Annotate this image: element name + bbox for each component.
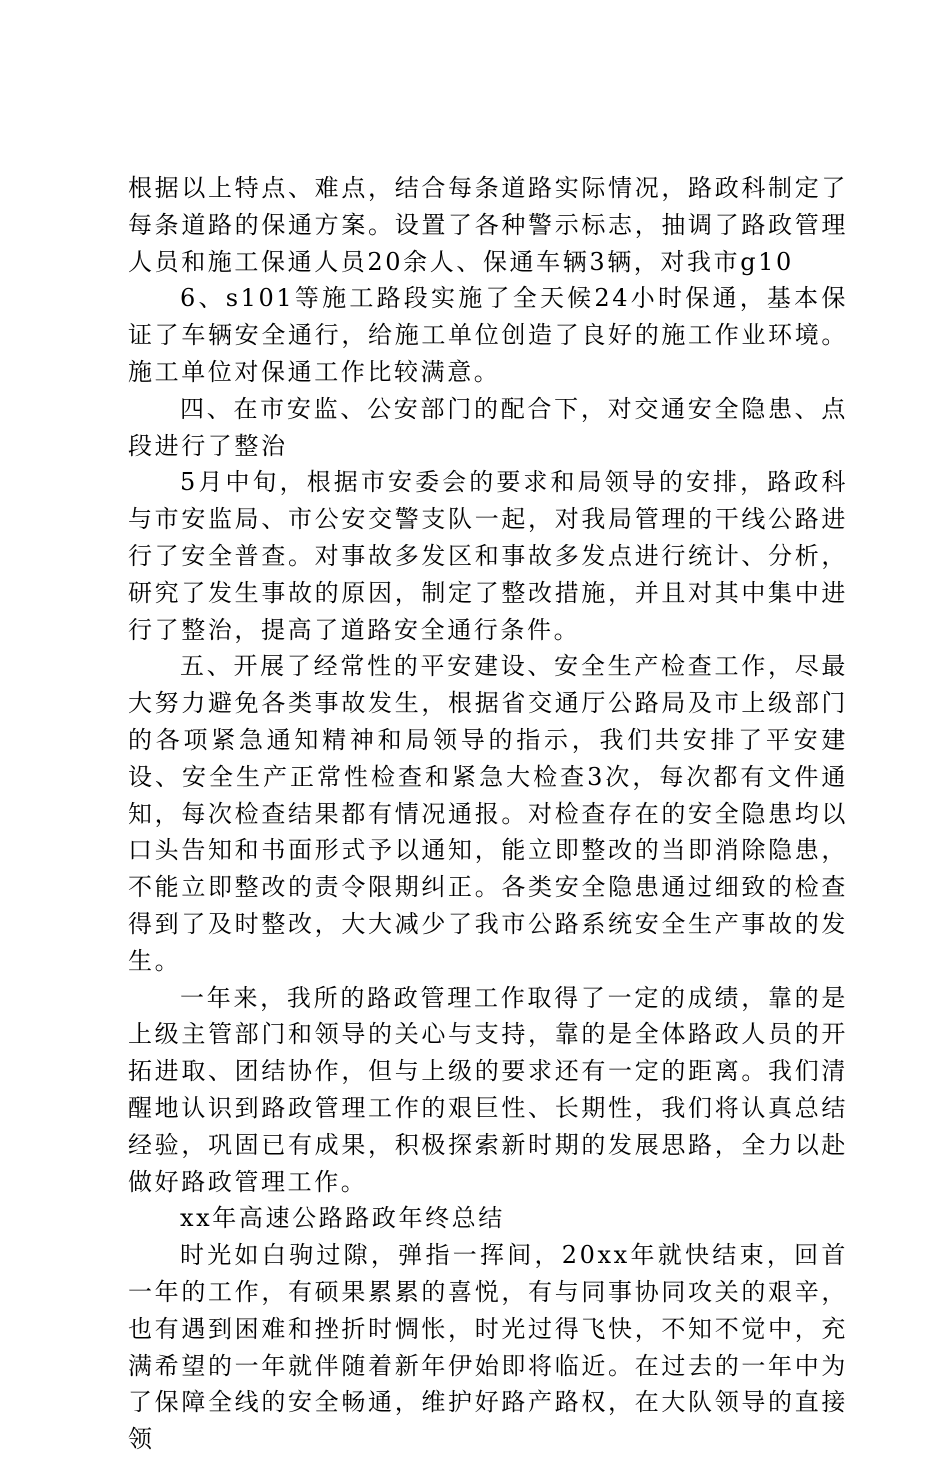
paragraph-24h-service: 6、s101等施工路段实施了全天候24小时保通，基本保证了车辆安全通行，给施工单位创造了良好的施工作业环境。施工单位对保通工作比较满意。	[128, 284, 848, 386]
paragraph-section-five: 五、开展了经常性的平安建设、安全生产检查工作，尽最大努力避免各类事故发生，根据省交通厅公路局及市上级部门的各项紧急通知精神和局领导的指示，我们共安排了平安建设、安全生产正常性检查和紧急大检查3次，每次都有文件通知，每次检查结果都有情况通报。对检查存在的安全隐患均以口头告知和书面形式予以通知，能立即整改的当即消除隐患，不能立即整改的责令限期纠正。各类安全隐患通过细致的检查得到了及时整改，大大减少了我市公路系统安全生产事故的发生。	[128, 652, 848, 975]
section-heading-four: 四、在市安监、公安部门的配合下，对交通安全隐患、点段进行了整治	[128, 394, 848, 460]
document-page	[128, 170, 848, 1458]
document-subtitle: xx年高速公路路政年终总结	[180, 1204, 505, 1233]
paragraph-year-review: 时光如白驹过隙，弹指一挥间，20xx年就快结束，回首一年的工作，有硕果累累的喜悦，有与同事协同攻关的艰辛，也有遇到困难和挫折时惆怅，时光过得飞快，不知不觉中，充满希望的一年就伴随着新年伊始即将临近。在过去的一年中为了保障全线的安全畅通，维护好路产路权，在大队领导的直接领	[128, 1241, 848, 1454]
paragraph-route-plan: 根据以上特点、难点，结合每条道路实际情况，路政科制定了每条道路的保通方案。设置了各种警示标志，抽调了路政管理人员和施工保通人员20余人、保通车辆3辆，对我市g10	[128, 174, 848, 276]
paragraph-year-summary: 一年来，我所的路政管理工作取得了一定的成绩，靠的是上级主管部门和领导的关心与支持，靠的是全体路政人员的开拓进取、团结协作，但与上级的要求还有一定的距离。我们清醒地认识到路政管理工作的艰巨性、长期性，我们将认真总结经验，巩固已有成果，积极探索新时期的发展思路，全力以赴做好路政管理工作。	[128, 983, 848, 1196]
paragraph-safety-survey: 5月中旬，根据市安委会的要求和局领导的安排，路政科与市安监局、市公安交警支队一起，对我局管理的干线公路进行了安全普查。对事故多发区和事故多发点进行统计、分析，研究了发生事故的原因，制定了整改措施，并且对其中集中进行了整治，提高了道路安全通行条件。	[128, 468, 848, 644]
